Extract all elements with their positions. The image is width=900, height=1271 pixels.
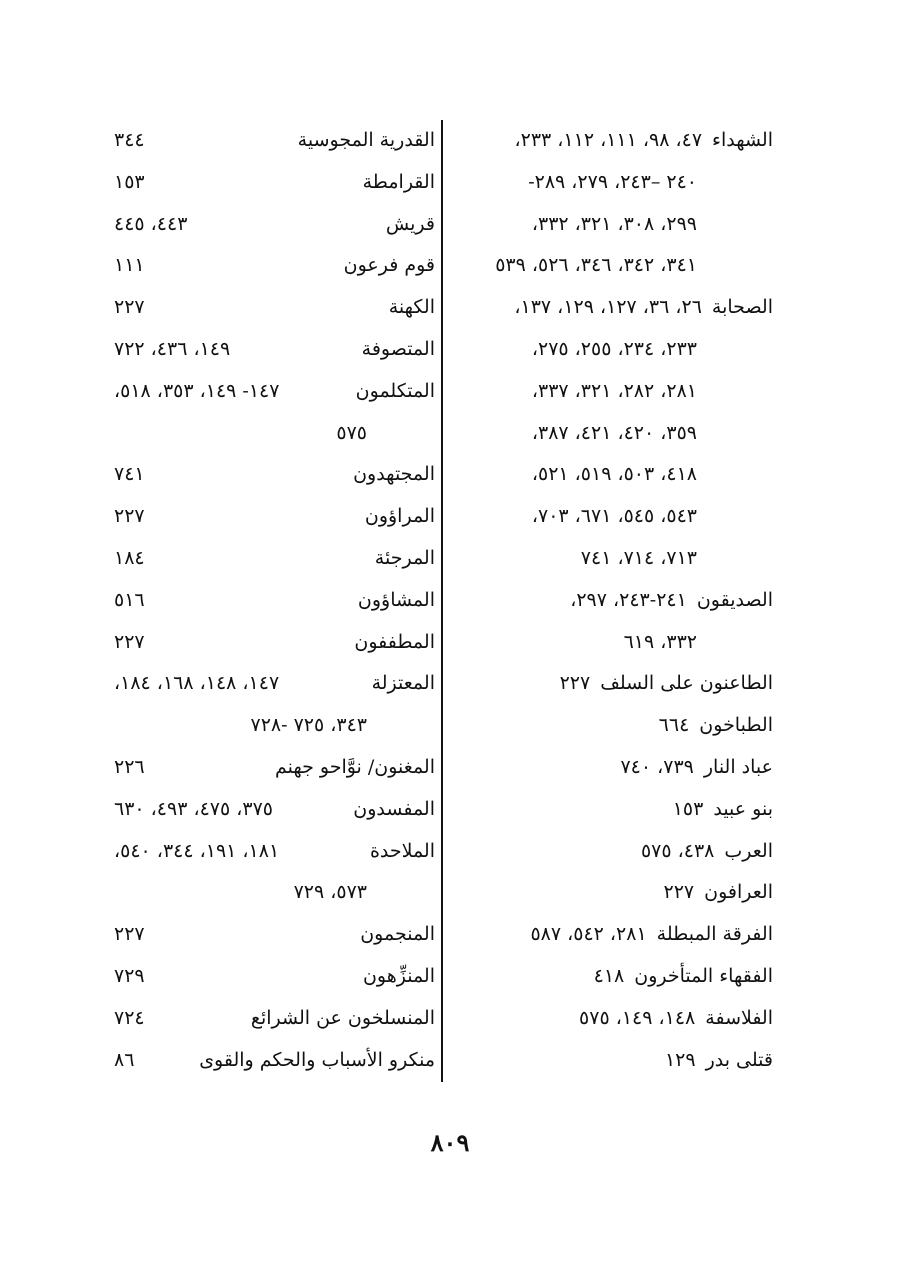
index-entry (110, 329, 437, 371)
index-page-refs: ٧٤١ (114, 463, 145, 486)
index-page-refs: ٧١٣، ٧١٤، ٧٤١ (580, 546, 697, 569)
index-page-refs: ١٨١، ١٩١، ٣٤٤، ٥٤٠، (114, 839, 280, 862)
index-entry (110, 998, 437, 1040)
index-entry (443, 747, 775, 789)
index-term: المطففون (354, 630, 435, 653)
index-page-refs: ٥١٦ (114, 588, 145, 611)
index-entry (110, 371, 437, 413)
index-page-refs: ٣٥٩، ٤٢٠، ٤٢١، ٣٨٧، (531, 421, 697, 444)
index-entry (443, 204, 775, 246)
index-entry (443, 663, 775, 705)
index-page-refs: ٢٤١-٢٤٣، ٢٩٧، (570, 588, 687, 611)
index-term: الفلاسفة (705, 1006, 773, 1029)
index-page-refs: ٣٤٤ (114, 129, 145, 151)
index-term: المتكلمون (355, 379, 435, 402)
index-term: المنزِّهون (362, 964, 435, 987)
index-page-refs: ٢٢٧ (114, 630, 145, 653)
index-page-refs: ٦٦٤ (658, 714, 690, 737)
index-entry (443, 538, 775, 580)
index-page-refs: ٣٤١، ٣٤٢، ٣٤٦، ٥٢٦، ٥٣٩ (495, 254, 697, 277)
index-column-left (110, 120, 437, 1081)
index-page-refs: ٢٢٦ (114, 755, 145, 778)
index-page-refs: ٢٨١، ٢٨٢، ٣٢١، ٣٣٧، (531, 379, 697, 402)
index-term: القدرية المجوسية (297, 129, 435, 151)
index-page-refs: ٢٢٧ (114, 923, 145, 946)
index-page-refs: ٧٢٩ (114, 964, 145, 987)
index-entry (110, 287, 437, 329)
index-entry (443, 120, 775, 162)
index-page-refs: ٢٢٧ (114, 505, 145, 528)
index-entry (110, 162, 437, 204)
page-number: ٨٠٩ (430, 1128, 470, 1157)
index-page-refs: ٧٢٤ (114, 1006, 145, 1029)
index-term: الصديقون (696, 588, 773, 611)
index-term: العرب (724, 839, 773, 862)
index-page-refs: ٤٧، ٩٨، ١١١، ١١٢، ٢٣٣، (514, 129, 703, 151)
index-term: عباد النار (703, 755, 773, 778)
index-term: المفسدون (353, 797, 435, 820)
index-entry (443, 162, 775, 204)
index-term: قريش (385, 212, 435, 235)
index-term: المنجمون (360, 923, 435, 946)
index-entry (443, 622, 775, 664)
index-entry (443, 496, 775, 538)
index-term: الصحابة (711, 296, 773, 319)
index-page-refs: ١٨٤ (114, 546, 145, 569)
index-page-refs: ٢٨١، ٥٤٢، ٥٨٧ (530, 923, 647, 946)
index-term: المعتزلة (371, 672, 435, 695)
index-entry (110, 496, 437, 538)
index-entry (110, 580, 437, 622)
index-term: قوم فرعون (343, 254, 435, 277)
index-term: المتصوفة (361, 337, 435, 360)
index-page-refs: ٣٣٢، ٦١٩ (623, 630, 697, 653)
index-page-refs: ٣٤٣، ٧٢٥ -٧٢٨ (250, 714, 367, 737)
index-page-refs: ٢٢٧ (114, 296, 145, 319)
index-page-refs: ٨٦ (114, 1048, 135, 1071)
index-page-refs: ١٤٧، ١٤٨، ١٦٨، ١٨٤، (114, 672, 280, 695)
index-term: القرامطة (362, 170, 435, 193)
index-term: الطاعنون على السلف (600, 672, 773, 695)
index-term: المجتهدون (353, 463, 435, 486)
index-entry (443, 329, 775, 371)
index-term: المغنون/ نوَّاحو جهنم (274, 755, 435, 778)
index-entry (443, 580, 775, 622)
index-term: العرافون (704, 881, 773, 904)
index-entry (110, 705, 437, 747)
index-term: المنسلخون عن الشرائع (250, 1006, 435, 1029)
index-column-right (443, 120, 775, 1081)
index-entry (110, 1040, 437, 1082)
index-entry (110, 120, 437, 162)
index-page-refs: ١٥٣ (672, 797, 704, 820)
index-entry (110, 413, 437, 455)
index-entry (110, 538, 437, 580)
index-page-refs: ٤١٨ (593, 964, 625, 987)
index-term: المراؤون (364, 505, 435, 528)
index-term: المشاؤون (357, 588, 435, 611)
index-term: الفقهاء المتأخرون (634, 964, 773, 987)
index-page-refs: ٤٤٣، ٤٤٥ (114, 212, 188, 235)
index-term: الطباخون (699, 714, 773, 737)
index-entry (110, 622, 437, 664)
index-page-refs: ٢٣٣، ٢٣٤، ٢٥٥، ٢٧٥، (531, 337, 697, 360)
index-term: الشهداء (712, 129, 773, 151)
index-page-refs: ٢٦، ٣٦، ١٢٧، ١٢٩، ١٣٧، (514, 296, 702, 319)
index-entry (110, 747, 437, 789)
index-term: الملاحدة (369, 839, 435, 862)
index-entry (110, 914, 437, 956)
index-page-refs: ٥٧٥ (336, 421, 367, 444)
index-entry (110, 204, 437, 246)
index-entry (443, 914, 775, 956)
index-page-refs: ٢٢٧ (663, 881, 695, 904)
index-entry (443, 872, 775, 914)
index-page-refs: ٤٣٨، ٥٧٥ (640, 839, 715, 862)
index-term: الفرقة المبطلة (656, 923, 773, 946)
index-entry (443, 998, 775, 1040)
index-entry (443, 454, 775, 496)
index-entry (443, 956, 775, 998)
index-entry (443, 287, 775, 329)
index-entry (443, 413, 775, 455)
index-entry (110, 956, 437, 998)
index-page-refs: ٤١٨، ٥٠٣، ٥١٩، ٥٢١، (531, 463, 697, 486)
index-term: بنو عبيد (713, 797, 773, 820)
index-term: المرجئة (374, 546, 435, 569)
index-page-refs: ١١١ (114, 254, 145, 277)
index-page-refs: ٢٩٩، ٣٠٨، ٣٢١، ٣٣٢، (531, 212, 697, 235)
index-entry (443, 1040, 775, 1082)
index-page-refs: ٢٤٠ –٢٤٣، ٢٧٩، ٢٨٩- (528, 170, 697, 193)
index-entry (110, 245, 437, 287)
index-entry (110, 663, 437, 705)
index-entry (110, 454, 437, 496)
index-term: قتلى بدر (705, 1048, 773, 1071)
index-entry (443, 245, 775, 287)
index-term: الكهنة (388, 296, 435, 319)
index-page-refs: ١٢٩ (664, 1048, 696, 1071)
index-entry (443, 831, 775, 873)
column-divider (441, 120, 443, 1082)
index-page-refs: ١٤٧- ١٤٩، ٣٥٣، ٥١٨، (114, 379, 280, 402)
index-page-refs: ٥٧٣، ٧٢٩ (293, 881, 367, 904)
index-entry (110, 831, 437, 873)
index-page-refs: ٧٣٩، ٧٤٠ (620, 755, 694, 778)
index-page-refs: ٥٤٣، ٥٤٥، ٦٧١، ٧٠٣، (531, 505, 697, 528)
index-term: منكرو الأسباب والحكم والقوى (199, 1048, 435, 1071)
index-entry (110, 872, 437, 914)
index-page-refs: ٣٧٥، ٤٧٥، ٤٩٣، ٦٣٠ (114, 797, 274, 820)
index-entry (443, 705, 775, 747)
index-page-refs: ١٥٣ (114, 170, 145, 193)
index-entry (443, 789, 775, 831)
index-entry (110, 789, 437, 831)
index-page-refs: ١٤٩، ٤٣٦، ٧٢٢ (114, 337, 231, 360)
index-page-refs: ٢٢٧ (559, 672, 591, 695)
index-entry (443, 371, 775, 413)
index-page-refs: ١٤٨، ١٤٩، ٥٧٥ (579, 1006, 696, 1029)
